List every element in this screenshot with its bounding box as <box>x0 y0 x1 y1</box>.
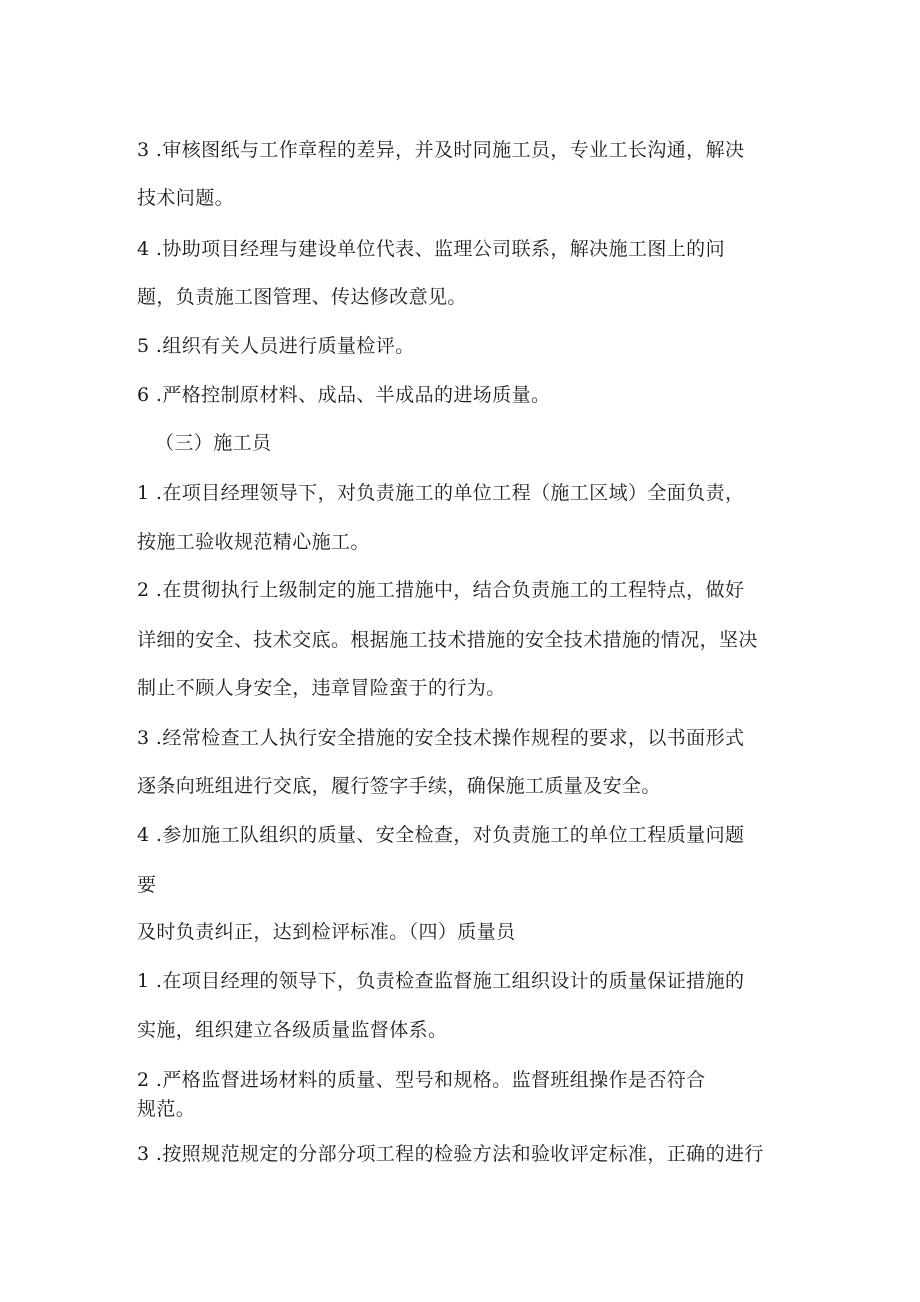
text-line-4: 题，负责施工图管理、传达修改意见。 <box>137 286 467 308</box>
text-line-17: 及时负责纠正，达到检评标准。（四）质量员 <box>137 921 516 943</box>
text-line-21: 规范。 <box>137 1098 196 1120</box>
text-line-8: 1 .在项目经理领导下，对负责施工的单位工程（施工区域）全面负责， <box>137 482 745 504</box>
text-line-12: 制止不顾人身安全，违章冒险蛮于的行为。 <box>137 677 506 699</box>
text-line-10: 2 .在贯彻执行上级制定的施工措施中，结合负责施工的工程特点，做好 <box>137 579 745 601</box>
text-line-2: 技术问题。 <box>137 187 235 209</box>
text-line-14: 逐条向班组进行交底，履行签字手续，确保施工质量及安全。 <box>137 775 661 797</box>
text-line-22: 3 .按照规范规定的分部分项工程的检验方法和验收评定标准，正确的进行 <box>137 1143 764 1165</box>
text-line-3: 4 .协助项目经理与建设单位代表、监理公司联系，解决施工图上的问 <box>137 238 725 260</box>
section-heading-3: （三）施工员 <box>155 432 272 454</box>
text-line-16: 要 <box>137 874 157 896</box>
text-line-11: 详细的安全、技术交底。根据施工技术措施的安全技术措施的情况，坚决 <box>137 629 758 651</box>
text-line-1: 3 .审核图纸与工作章程的差异，并及时同施工员，专业工长沟通，解决 <box>137 139 745 161</box>
text-line-6: 6 .严格控制原材料、成品、半成品的进场质量。 <box>137 384 551 406</box>
text-line-15: 4 .参加施工队组织的质量、安全检查，对负责施工的单位工程质量问题 <box>137 824 745 846</box>
text-line-20: 2 .严格监督进场材料的质量、型号和规格。监督班组操作是否符合 <box>137 1069 706 1091</box>
text-line-9: 按施工验收规范精心施工。 <box>137 531 370 553</box>
text-line-18: 1 .在项目经理的领导下，负责检查监督施工组织设计的质量保证措施的 <box>137 970 745 992</box>
text-line-19: 实施，组织建立各级质量监督体系。 <box>137 1019 448 1041</box>
text-line-13: 3 .经常检查工人执行安全措施的安全技术操作规程的要求，以书面形式 <box>137 727 745 749</box>
text-line-5: 5 .组织有关人员进行质量检评。 <box>137 335 415 357</box>
